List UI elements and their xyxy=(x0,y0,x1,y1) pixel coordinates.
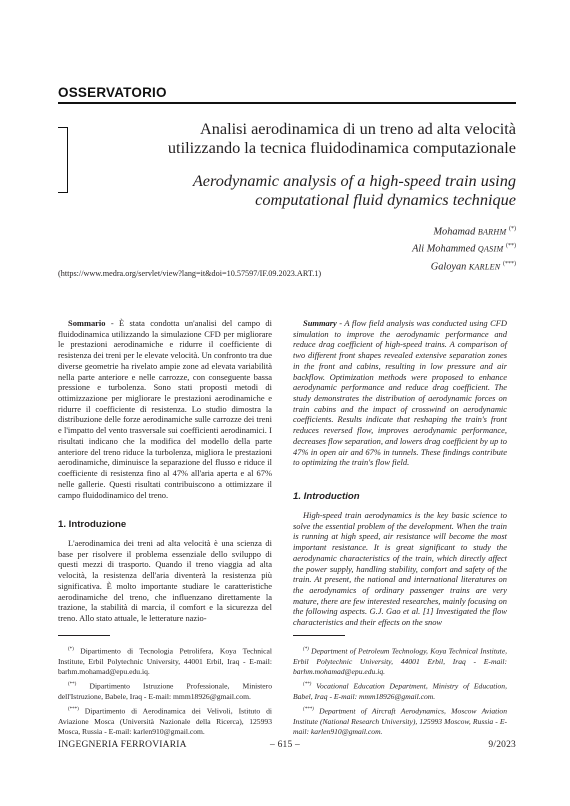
author-2: Ali Mohammed QASIM (**) xyxy=(412,243,516,255)
footnote-item: (*) Department of Petroleum Technology, Koya Technical Institute, Erbil Polytechnic University, 44001 Erbil, Iraq - E-mail: barhm.mohamad@epu.edu.iq. xyxy=(293,646,507,676)
title-english xyxy=(96,171,516,209)
summary-label: Summary xyxy=(303,318,337,328)
author-1: Mohamad BARHM (*) xyxy=(433,226,516,238)
intro-english-text: High-speed train aerodynamics is the key basic science to solve the essential problem of the development. When the train is running at high speed, air resistance will become the most important resistance. It is great significant to study the aerodynamic characteristics of the train, which directly affect the power supply, handling stability, comfort and safety of the train. At present, the national and international literatures on the aerodynamics of ordinary passenger trains are very mature, there are few interested researches, mainly focusing on the following aspects. G.J. Gao et al. [1] Investigated the flow characteristics and their effects on the snow xyxy=(293,510,507,628)
footnotes-italian xyxy=(58,645,272,740)
footnote-item: (**) Dipartimento Istruzione Professionale, Ministero dell'Istruzione, Babele, Iraq - E-mail: mmm18926@gmail.com. xyxy=(58,681,272,701)
footnote-item: (***) Dipartimento di Aerodinamica dei Velivoli, Istituto di Aviazione Mosca (Università Nazionale della Ricerca), 125993 Mosca, Russia - E-mail: karlen910@gmail.com. xyxy=(58,706,272,737)
summary-english xyxy=(293,318,507,468)
footer-page-number: – 615 – xyxy=(270,740,300,750)
footnote-item: (*) Dipartimento di Tecnologia Petrolifera, Koya Technical Institute, Erbil Polytechnic University, 44001 Erbil, Iraq - E-mail: barhm.mohamad@epu.edu.iq. xyxy=(58,646,272,676)
title-corner-bracket xyxy=(58,127,68,193)
title-italian xyxy=(116,119,516,157)
title-italian-line-2: utilizzando la tecnica fluidodinamica computazionale xyxy=(167,138,516,157)
intro-english-heading: 1. Introduction xyxy=(293,491,360,502)
sommario-italian xyxy=(58,318,272,500)
title-italian-line-1: Analisi aerodinamica di un treno ad alta velocità xyxy=(199,119,516,138)
authors xyxy=(216,222,516,274)
intro-italian-text: L'aerodinamica dei treni ad alta velocità è una scienza di base per risolvere il problema essenziale dello sviluppo di questi mezzi di trasporto. Quando il treno viaggia ad alta velocità, la resistenza dell'aria diventerà la resistenza più significativa. È molto importante studiare le caratteristiche aerodinamiche del treno, che influenzano direttamente la trazione, la stabilità di marcia, il comfort e la sicurezza del treno. Allo stato attuale, le letterature nazio- xyxy=(58,538,272,624)
sommario-text: - È stata condotta un'analisi del campo di fluidodinamica utilizzando la simulazione CFD per migliorare le prestazioni aerodinamiche e ridurre il coefficiente di resistenza dei treni per le elevate velocità. Un confronto tra due diverse geometrie ha rivelato ampie zone ad elevata variabilità nella parte anteriore e nelle carrozze, con conseguente bassa pressione e turbolenza. Sono stati proposti metodi di ottimizzazione per migliorare le prestazioni aerodinamiche e ridurre il coefficiente di resistenza. Lo studio dimostra la distribuzione delle forze aerodinamiche sulle carrozze dei treni e l'impatto del vento trasversale sui coefficienti aerodinamici. I risultati indicano che la modifica del modello della parte anteriore del treno riduce la turbolenza, migliora le prestazioni aerodinamiche, diminuisce la separazione del flusso e riduce il coefficiente di resistenza fino al 47% all'aria aperta e al 67% nelle gallerie. Questi risultati contribuiscono a ottimizzare il campo fluidodinamico del treno. xyxy=(58,318,272,500)
title-english-line-1: Aerodynamic analysis of a high-speed train using xyxy=(192,171,516,190)
section-label: OSSERVATORIO xyxy=(58,85,167,100)
footnote-item: (***) Department of Aircraft Aerodynamics, Moscow Aviation Institute (National Research University), 125993 Moscow, Russia - E-mail: karlen910@gmail.com. xyxy=(293,706,507,737)
footnote-item: (**) Vocational Education Department, Ministry of Education, Babel, Iraq - E-mail: mmm18926@gmail.com. xyxy=(293,681,507,701)
author-3: Galoyan KARLEN (***) xyxy=(430,260,516,273)
doi-link[interactable]: (https://www.medra.org/servlet/view?lang=it&doi=10.57597/IF.09.2023.ART.1) xyxy=(58,269,322,278)
title-english-line-2: computational fluid dynamics technique xyxy=(255,190,516,209)
footnotes-english xyxy=(293,645,507,740)
footnote-rule-right xyxy=(293,635,345,636)
section-rule xyxy=(58,102,516,104)
footer-issue: 9/2023 xyxy=(488,740,516,750)
summary-text: - A flow field analysis was conducted using CFD simulation to improve the aerodynamic performance and reduce drag coefficient of high-speed trains. A comparison of two different front shapes revealed extensive separation zones in the front and cabins, resulting in low pressure and air backflow. Optimization methods were proposed to enhance aerodynamic performance and reduce drag coefficient. The study demonstrates the distribution of aerodynamic forces on train cabins and the impact of crosswind on aerodynamic coefficients. Results indicate that reshaping the train's front reduces reversed flow, improves aerodynamic performance, decreases flow separation, and lowers drag coefficient by up to 47% in open air and 67% in tunnels. These findings contribute to optimizing the train's flow field. xyxy=(293,318,507,468)
footnote-rule-left xyxy=(58,635,110,636)
footer-journal: INGEGNERIA FERROVIARIA xyxy=(58,740,187,750)
sommario-label: Sommario xyxy=(68,318,106,328)
intro-italian-heading: 1. Introduzione xyxy=(58,519,127,530)
